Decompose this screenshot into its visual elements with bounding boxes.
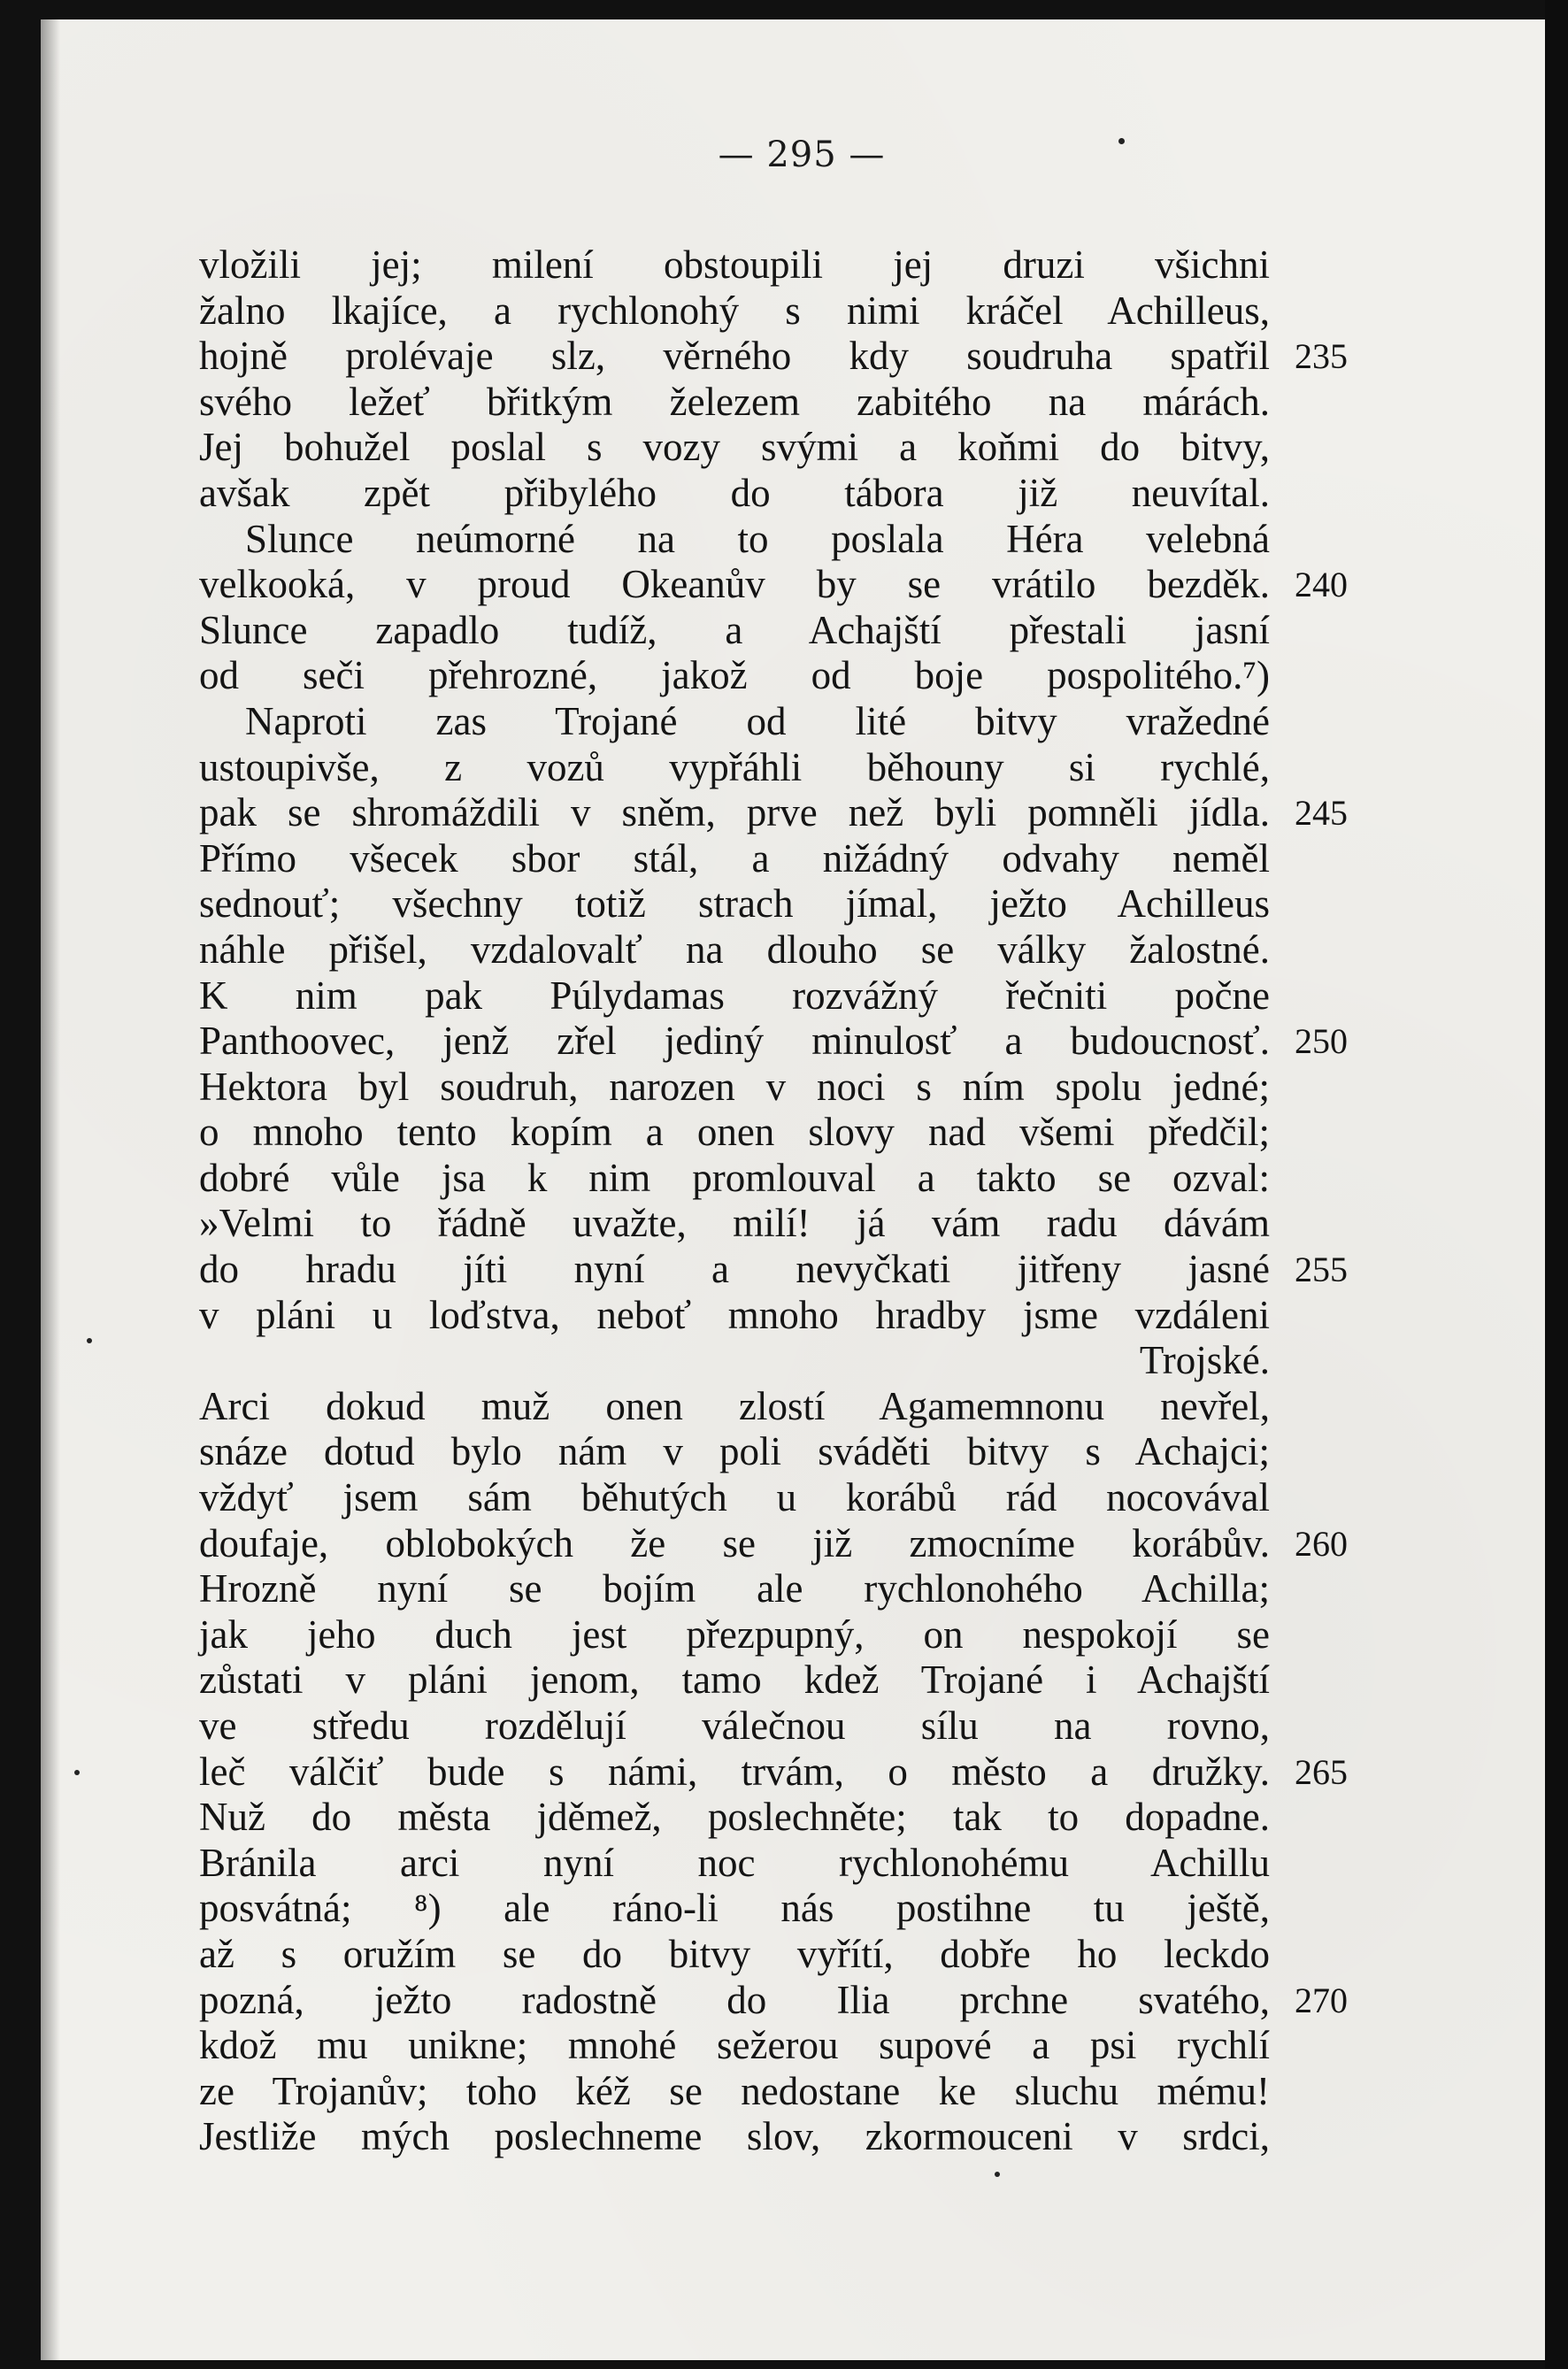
poem-line xyxy=(199,334,1348,380)
poem-line xyxy=(199,1110,1270,1156)
line-number: 240 xyxy=(1295,565,1348,605)
poem-line-text: pak se shromáždili v sněm, prve než byli pomněli jídla. xyxy=(199,790,1270,835)
poem-line-text: Hrozně nyní se bojím ale rychlonohého Achilla; xyxy=(199,1566,1270,1611)
poem-line xyxy=(199,973,1270,1019)
poem-line xyxy=(199,881,1270,927)
poem-line xyxy=(199,1429,1270,1475)
page-gutter-shadow xyxy=(41,19,60,2360)
poem-line xyxy=(199,1977,1348,2024)
poem-line xyxy=(199,1932,1270,1978)
poem-line-text: posvátná; ⁸) ale ráno-li nás postihne tu ještě, xyxy=(199,1886,1270,1931)
line-number: 260 xyxy=(1295,1523,1348,1564)
line-number: 255 xyxy=(1295,1250,1348,1290)
poem-line-text: jak jeho duch jest přezpupný, on nespokojí se xyxy=(199,1611,1270,1657)
poem-line-text: vložili jej; milení obstoupili jej druzi všichni xyxy=(199,242,1270,287)
poem-line-text: Slunce neúmorné na to poslala Héra velebná xyxy=(245,516,1270,561)
poem-line xyxy=(199,653,1270,699)
poem-line xyxy=(199,1475,1270,1521)
poem-line-text: Jestliže mých poslechneme slov, zkormouceni v srdci, xyxy=(199,2114,1270,2159)
poem-line xyxy=(199,471,1270,517)
poem-line xyxy=(199,242,1270,288)
line-number: 245 xyxy=(1295,793,1348,834)
poem-line xyxy=(199,1384,1270,1430)
poem-line-text: hojně prolévaje slz, věrného kdy soudruha spatřil xyxy=(199,334,1270,379)
poem-line xyxy=(199,425,1270,471)
poem-line xyxy=(199,1749,1348,1796)
poem-line-text: Panthoovec, jenž zřel jediný minulosť a budoucnosť. xyxy=(199,1019,1270,1064)
poem-line xyxy=(199,288,1270,335)
poem-line-text: dobré vůle jsa k nim promlouval a takto se ozval: xyxy=(199,1155,1270,1200)
poem-line xyxy=(199,380,1270,426)
poem-line xyxy=(199,1338,1270,1384)
poem-line-text: Přímo všecek sbor stál, a nižádný odvahy neměl xyxy=(199,835,1270,881)
poem-line-text: žalno lkajíce, a rychlonohý s nimi kráčel Achilleus, xyxy=(199,288,1270,333)
poem-line xyxy=(199,1247,1348,1293)
line-number: 270 xyxy=(1295,1980,1348,2020)
poem-line xyxy=(199,927,1270,973)
poem-line xyxy=(199,1886,1270,1932)
poem-line xyxy=(199,562,1348,608)
poem-line xyxy=(199,1019,1348,1065)
poem-line xyxy=(199,745,1270,791)
poem-line-text: K nim pak Púlydamas rozvážný řečniti počne xyxy=(199,973,1270,1018)
poem-line xyxy=(199,1293,1270,1339)
poem-line-text: v pláni u loďstva, neboť mnoho hradby jsme vzdáleni xyxy=(199,1292,1270,1337)
poem-line xyxy=(199,1704,1270,1750)
line-number: 250 xyxy=(1295,1021,1348,1062)
poem-line xyxy=(199,1201,1270,1247)
poem-line xyxy=(199,699,1270,745)
poem-line-text: sednouť; všechny totiž strach jímal, ježto Achilleus xyxy=(199,881,1270,927)
poem-line xyxy=(199,1795,1270,1841)
poem-line xyxy=(199,1658,1270,1704)
poem-line-text: Trojské. xyxy=(1139,1338,1270,1383)
poem-line-text: zůstati v pláni jenom, tamo kdež Trojané i Achajští xyxy=(199,1658,1270,1703)
poem-line-text: ve středu rozdělují válečnou sílu na rovno, xyxy=(199,1704,1270,1748)
poem-line xyxy=(199,1612,1270,1658)
poem-line-text: svého ležeť břitkým železem zabitého na márách. xyxy=(199,379,1270,424)
poem-line-text: Hektora byl soudruh, narozen v noci s ním spolu jedné; xyxy=(199,1064,1270,1109)
poem-line xyxy=(199,836,1270,882)
poem-line xyxy=(199,1156,1270,1202)
poem-line xyxy=(199,1566,1270,1612)
poem-line xyxy=(199,2069,1270,2115)
poem-line-text: ze Trojanův; toho kéž se nedostane ke sluchu mému! xyxy=(199,2068,1270,2113)
poem-line-text: až s oružím se do bitvy vyřítí, dobře ho leckdo xyxy=(199,1931,1270,1976)
poem-line-text: o mnoho tento kopím a onen slovy nad všemi předčil; xyxy=(199,1110,1270,1155)
poem-line xyxy=(199,2114,1270,2160)
speck-dot xyxy=(995,2172,1000,2177)
poem-line-text: náhle přišel, vzdalovalť na dlouho se války žalostné. xyxy=(199,927,1270,972)
poem-line-text: do hradu jíti nyní a nevyčkati jitřeny jasné xyxy=(199,1247,1270,1292)
poem-line-text: od seči přehrozné, jakož od boje pospolitého.⁷) xyxy=(199,653,1270,698)
line-number: 235 xyxy=(1295,336,1348,377)
page-number: — 295 — xyxy=(718,135,886,175)
poem-line-text: »Velmi to řádně uvažte, milí! já vám radu dávám xyxy=(199,1201,1270,1246)
poem-line xyxy=(199,1841,1270,1887)
poem-line-text: Bránila arci nyní noc rychlonohému Achillu xyxy=(199,1840,1270,1885)
poem-line-text: Slunce zapadlo tudíž, a Achajští přestali jasní xyxy=(199,607,1270,652)
poem-line-text: velkooká, v proud Okeanův by se vrátilo bezděk. xyxy=(199,562,1270,607)
poem-line-text: avšak zpět přibylého do tábora již neuvítal. xyxy=(199,470,1270,515)
poem-line-text: Nuž do města jděmež, poslechněte; tak to dopadne. xyxy=(199,1795,1270,1840)
poem-line-text: kdož mu unikne; mnohé sežerou supové a psi rychlí xyxy=(199,2023,1270,2068)
poem-line-text: vždyť jsem sám běhutých u korábů rád nocovával xyxy=(199,1475,1270,1520)
poem-line-text: Naproti zas Trojané od lité bitvy vražedné xyxy=(245,698,1270,743)
poem-line-text: snáze dotud bylo nám v poli sváděti bitvy s Achajci; xyxy=(199,1429,1270,1474)
speck-dot xyxy=(87,1338,92,1343)
poem-line-text: leč válčiť bude s námi, trvám, o město a družky. xyxy=(199,1749,1270,1794)
poem-line-text: Arci dokud muž onen zlostí Agamemnonu nevřel, xyxy=(199,1383,1270,1428)
poem-line-text: doufaje, oblobokých že se již zmocníme korábův. xyxy=(199,1520,1270,1565)
scan-right-border xyxy=(1545,0,1568,2369)
poem-line xyxy=(199,608,1270,654)
poem-line xyxy=(199,1520,1348,1567)
poem-line xyxy=(199,2023,1270,2069)
poem-text-block xyxy=(199,242,1372,2160)
poem-line xyxy=(199,517,1270,563)
poem-line-text: pozná, ježto radostně do Ilia prchne svatého, xyxy=(199,1977,1270,2022)
speck-dot xyxy=(74,1770,80,1775)
poem-line-text: Jej bohužel poslal s vozy svými a koňmi do bitvy, xyxy=(199,425,1270,470)
poem-line-text: ustoupivše, z vozů vypřáhli běhouny si rychlé, xyxy=(199,744,1270,789)
poem-line xyxy=(199,1065,1270,1111)
poem-line xyxy=(199,790,1348,836)
line-number: 265 xyxy=(1295,1751,1348,1792)
